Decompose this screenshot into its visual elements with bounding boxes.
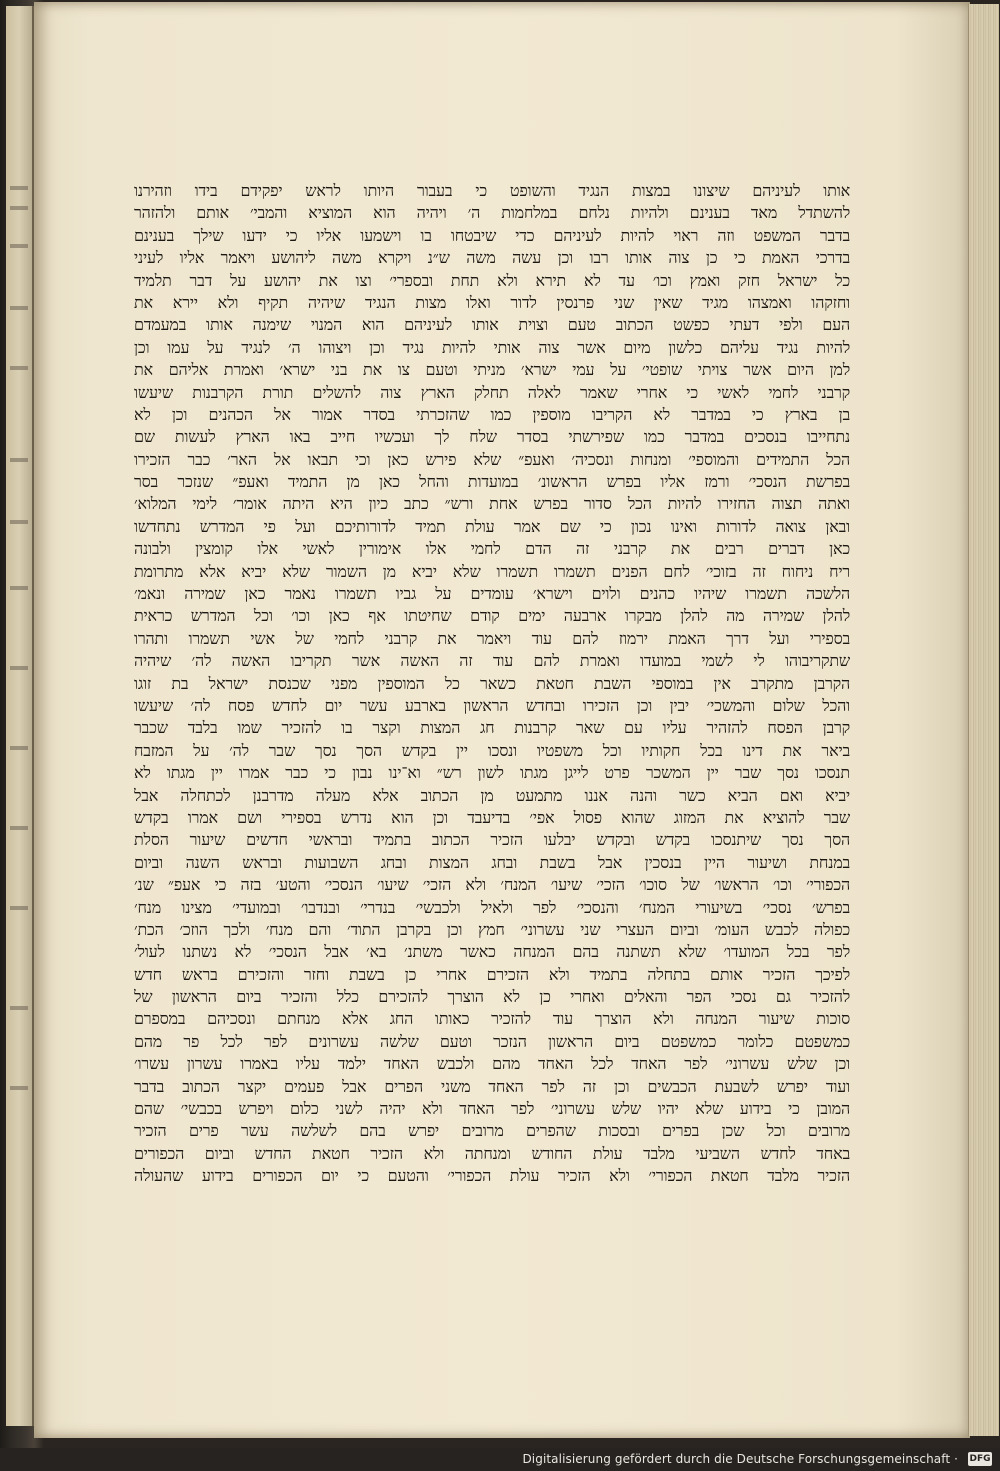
previous-page-edge [6, 6, 34, 1426]
text-line: שתקריבוהו לי לשמי במועדו ואמרת להם עוד זה האשה אשר תקריבו האשה לה׳ שיהיה [134, 651, 850, 671]
text-line: בפרש׳ נסכי׳ בשיעורי המנח׳ והנסכי׳ לפר ולאיל ולכבשי׳ בנדרי׳ ובנדבו׳ ובמועדי׳ מצינו מנח׳ [134, 897, 850, 917]
text-line: נתחייבו בנסכים במדבר כמו שפירשתי בסדר שלח לך ועכשיו חייב באו הארץ לעשות שם [134, 427, 850, 447]
text-line: במנחת ושיעור היין בנסכין אבל בשבת ובחג המצות ובחג השבועות ובראש השנה וביום [134, 852, 850, 872]
text-line: בספירי ועל דרך האמת ירמוז להם עוד ויאמר את קרבני לחמי של אשי תשמרו ותהרו [134, 628, 850, 648]
text-line: העם ולפי דעתי כפשט הכתוב טעם וצוית אותו לעיניהם הוא המנוי שימנה אותו במעמדם [134, 315, 850, 335]
text-line: אותו לעיניהם שיצונו במצות הנגיד והשופט כי בעבור היותו לראש יפקידם בידו וזהירנו [134, 181, 850, 200]
funding-credit: Digitalisierung gefördert durch die Deutsche Forschungsgemeinschaft · [522, 1452, 958, 1466]
text-line: להלן שמירה מה להלן מבקרו ארבעה ימים קודם שחיטתו אף כאן וכו׳ וכל המדרש כראית [134, 606, 850, 626]
text-line: ריח ניחוח זה בזוכי׳ לחם הפנים תשמרו תשמרו שלא יביא מן השמור שלא יביא אלא מתרומת [134, 561, 850, 581]
text-line: הזכיר מלבד חטאת הכפורי׳ ולא הזכיר עולת הכפורי׳ והטעם כי יום הכפורים בידוע שהעולה [134, 1166, 850, 1186]
text-line: למן היום אשר צויתי שופטי׳ על עמי ישרא׳ מניתי וטעם צו את בני ישרא׳ ואמרת אליהם את [134, 360, 850, 380]
text-line: הקרבן מתקרב אין במוספי השבת חטאת כשאר כל המוספין מפני שכנסת ישראל בת זוגו [134, 673, 850, 693]
text-line: שבר להוציא את המזוג שהוא פסול אפי׳ בדיעבד וכן הוא נדרש בספירי ושם אמרו בקדש [134, 807, 850, 827]
text-line: מרובים וכל שכן בפרים ובסכות שהפרים מרובים יפרש בהם לשלשה עשר פרים הזכיר [134, 1121, 850, 1141]
text-line: כפולה לכבש העומ׳ וביום העצרי שני עשרוני׳ חמץ וכן בקרבן התוד׳ והם מנח׳ ולכך הוזכ׳ הכת׳ [134, 919, 850, 939]
text-line: הסך נסך שיתנסכו בקדש ובקדש יבלעו הזכיר הכתוב בתמיד ובראשי חדשים שיעור הסלת [134, 830, 850, 850]
text-line: בדבר המשפט וזה ראוי להיות לעיניהם כדי שיבטחו בו וישמעו אליו כי ידעו שילך בענינם [134, 225, 850, 245]
text-line: להשתדל מאד בענינם ולהיות נלחם במלחמות ה׳ ויהיה הוא המוציא והמבי׳ אותם ולהזהר [134, 203, 850, 223]
text-line: ואתה תצוה החזירו להיות הכל סדור בפרש אחת ורש״ כתב כיון היא היתה אומר׳ לימי המלוא׳ [134, 494, 850, 514]
text-line: בדרכי האמת כי כן צוה אותו רבו וכן עשה משה ש״נ ויקרא משה ליהושע ויאמר אליו לעיני [134, 248, 850, 268]
text-line: המובן כי בידוע שלא יהיו שלש עשרוני׳ לפר האחד ולא יהיה לשני כלום ויפרש בכבשי׳ שהם [134, 1099, 850, 1119]
text-line: הכפורי׳ וכו׳ הראשו׳ של סוכו׳ הזכי׳ שיעו׳ המנח׳ ולא הזכי׳ שיעו׳ הנסכי׳ והטע׳ בזה כי אעפ״ שנ׳ [134, 875, 850, 895]
text-line: ועוד יפרש לשבעת הכבשים וכן זה לפר האחד משני הפרים אבל פעמים יקצר הכתוב בדבר [134, 1076, 850, 1096]
text-line: וכן שלש עשרוני׳ לפר האחד לכל האחד מהם ולכבש האחד ילמד עליו באמרו עשרון עשרו׳ [134, 1054, 850, 1074]
hebrew-text-block [134, 180, 850, 1186]
text-line: ובאן צואה לדורות ואינו נכון כי שם אמר עולת תמיד לדורותיכם ועל פי המדרש נתחדשו [134, 516, 850, 536]
text-line: קרבן הפסח להזהיר עליו עם שאר קרבנות חג המצות וקצר בו להזכיר שמו בלבד שכבר [134, 718, 850, 738]
text-line: סוכות שיעור המנחה ולא הוצרך עוד להזכיר כאותו החג אלא מנחתם ונסכיהם במספרם [134, 1009, 850, 1029]
text-line: הכל התמידים והמוספי׳ ומנחות ונסכיה׳ ואעפ״ שלא פירש כאן וכי תבאו אל האר׳ כבר הזכירו [134, 449, 850, 469]
footer-bar [0, 1448, 1000, 1471]
dfg-logo: DFG [969, 1454, 991, 1464]
text-line: בן בארץ כי במדבר לא הקריבו מוספין כמו שהזכרתי בסדר אמור אל הכהנים וכן לא [134, 404, 850, 424]
text-line: והכל שלום והמשכי׳ יבין וכן הזכירו ובחדש הראשון בארבע עשר יום לחדש פסח לה׳ שיעשו [134, 695, 850, 715]
text-line: ביאר את דינו בכל חקותיו וכל משפטיו ונסכו יין בקדש הסך נסך שבר לה׳ על המזבח [134, 740, 850, 760]
text-line: בפרשת הנסכי׳ ורמז אליו בפרש הראשונ׳ במועדות והחל כאן מן התמיד ואעפ״ שנזכר בסר [134, 472, 850, 492]
text-line: כמשפטם כלומר כמשפטם ביום הראשון הנזכר וטעם שלשה עשרונים לפר לכל פר מהם [134, 1031, 850, 1051]
text-line: כל ישראל חזק ואמץ וכו׳ עד לא תירא ולא תחת ובספרי׳ וצו את יהושע על דבר תלמיד [134, 270, 850, 290]
text-line: באחד לחדש השביעי מלבד עולת החודש ומנחתה ולא הזכיר חטאת החדש וביום הכפורים [134, 1143, 850, 1163]
text-line: כאן דברים רבים את קרבני זה הדם לחמי אלו אימורין לאשי אלו קומצין ולבונה [134, 539, 850, 559]
text-line: לפר בכל המועדו׳ שלא תשתנה בהם המנחה כאשר משתנ׳ בא׳ אבל הנסכי׳ לא נשתנו לעול׳ [134, 942, 850, 962]
text-line: להיות נגיד עליהם כלשון מיום אשר צוה אותי להיות נגיד וכן ויצוהו ה׳ לנגיד על עמו וכן [134, 337, 850, 357]
book-page [34, 2, 970, 1438]
text-line: להזכיר גם נסכי הפר והאלים ואחרי כן לא הוצרך להזכירם כלל והזכיר ביום הראשון של [134, 987, 850, 1007]
text-line: וחזקהו ואמצהו מגיד שאין שני פרנסין לדור ואלו מצות הנגיד שיהיה תקיף ולא יירא את [134, 292, 850, 312]
text-line: הלשכה תשמרו שיהיו כהנים ולוים וישרא׳ עומדים על גביו תשמרו נאמר כאן שמירה ונאמ׳ [134, 584, 850, 604]
text-line: תנסכו נסך שבר יין המשכר פרט לייגן מגתו לשון רש״ וא־ינו נבון כי כבר אמרו יין מגתו לא [134, 763, 850, 783]
page-stack-edge [968, 4, 999, 1436]
text-line: יביא ואם הביא כשר והנה אננו מתמעט מן הכתוב אלא מעלה מדרבנן לכתחלה אבל [134, 785, 850, 805]
text-line: קרבני לחמי לאשי כי אחרי שאמר לאלה תחלק הארץ צוה להשלים תורת הקרבנות שיעשו [134, 382, 850, 402]
text-line: לפיכך הזכיר אותם בתחלה בתמיד ולא הזכירם אחרי כן בשבת וחזר והזכירם בראש חדש [134, 964, 850, 984]
